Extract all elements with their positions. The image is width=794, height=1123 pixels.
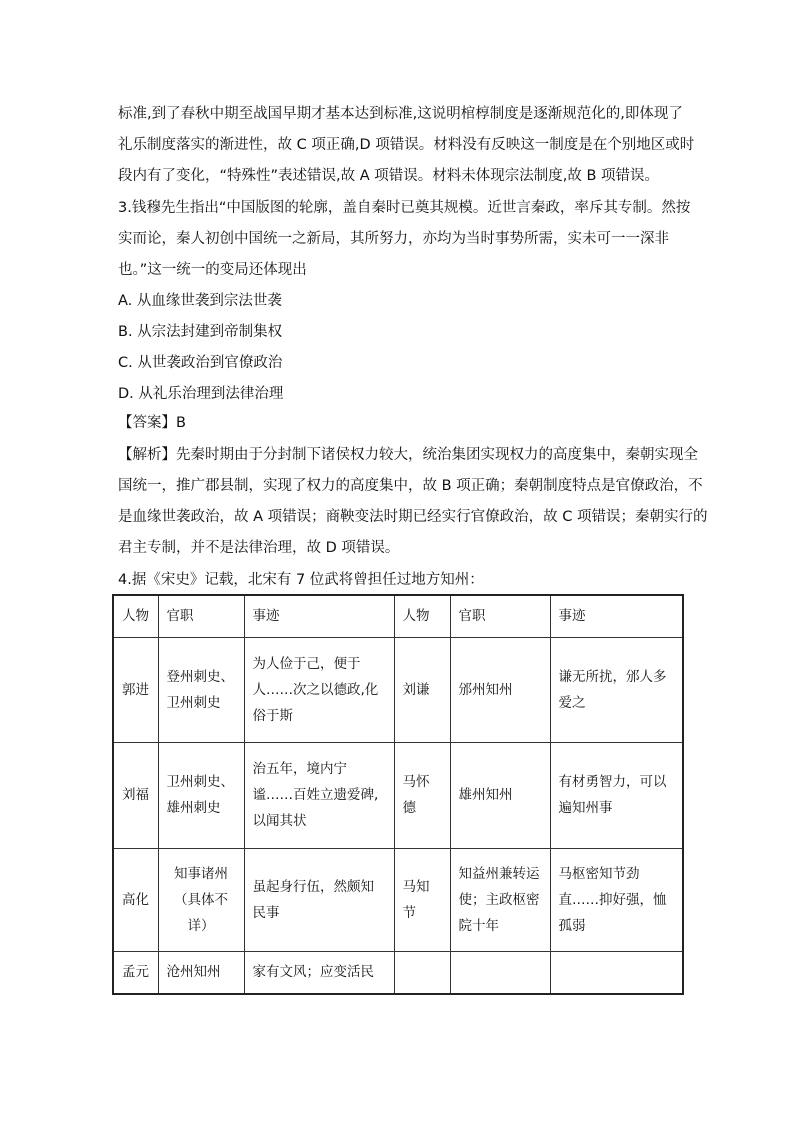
explanation-line: 君主专制，并不是法律治理，故 D 项错误。	[118, 540, 400, 556]
table-cell: 谦无所扰，邠人多爱之	[550, 637, 683, 742]
table-header-row	[113, 595, 683, 637]
answer: 【答案】B	[118, 415, 186, 431]
table-cell: 登州刺史、卫州刺史	[158, 637, 244, 742]
explanation-line: 【解析】先秦时期由于分封制下诸侯权力较大，统治集团实现权力的高度集中，秦朝实现全	[118, 447, 698, 463]
explanation-line: 是血缘世袭政治，故 A 项错误；商鞅变法时期已经实行官僚政治，故 C 项错误；秦朝实行的	[118, 509, 708, 525]
table-cell: 沧州知州	[158, 951, 244, 994]
header-cell: 事迹	[550, 595, 683, 637]
table-cell: 刘福	[113, 742, 158, 848]
question-3-stem: 3.钱穆先生指出“中国版图的轮廓，盖自秦时已奠其规模。近世言秦政，率斥其专制。然按	[118, 200, 691, 216]
table-cell: 马枢密知节劲直……抑好强，恤孤弱	[550, 848, 683, 951]
table-cell: 雄州知州	[450, 742, 550, 848]
table-cell	[450, 951, 550, 994]
header-cell: 事迹	[244, 595, 394, 637]
table-cell: 马知节	[394, 848, 450, 951]
question-3-stem: 实而论，秦人初创中国统一之新局，其所努力，亦均为当时事势所需，实未可一一深非	[118, 231, 669, 247]
table-cell: 知益州兼转运使；主政枢密院十年	[450, 848, 550, 951]
paragraph-line: 标准,到了春秋中期至战国早期才基本达到标准,这说明棺椁制度是逐渐规范化的,即体现了	[118, 106, 683, 122]
table-cell: 家有文风；应变活民	[244, 951, 394, 994]
question-3-stem: 也。”这一统一的变局还体现出	[118, 262, 307, 278]
paragraph-line: 礼乐制度落实的渐进性，故 C 项正确,D 项错误。材料没有反映这一制度是在个别地区或时	[118, 137, 695, 153]
table-cell: 郭进	[113, 637, 158, 742]
table-row	[113, 637, 683, 742]
header-cell: 人物	[113, 595, 158, 637]
option-a: A. 从血缘世袭到宗法世袭	[118, 293, 282, 309]
table-cell	[550, 951, 683, 994]
table-row	[113, 742, 683, 848]
explanation-line: 国统一，推广郡县制，实现了权力的高度集中，故 B 项正确；秦朝制度特点是官僚政治，不	[118, 478, 703, 494]
header-cell: 人物	[394, 595, 450, 637]
table-cell: 邠州知州	[450, 637, 550, 742]
table-cell: 治五年，境内宁谧……百姓立遗爱碑,以闻其状	[244, 742, 394, 848]
table-cell: 马怀德	[394, 742, 450, 848]
generals-table	[112, 594, 684, 995]
option-b: B. 从宗法封建到帝制集权	[118, 324, 283, 340]
table-cell: 刘谦	[394, 637, 450, 742]
table-row	[113, 848, 683, 951]
header-cell: 官职	[450, 595, 550, 637]
table-cell: 有材勇智力，可以遍知州事	[550, 742, 683, 848]
question-4-stem: 4.据《宋史》记载，北宋有 7 位武将曾担任过地方知州：	[118, 572, 484, 588]
paragraph-line: 段内有了变化，“特殊性”表述错误,故 A 项错误。材料未体现宗法制度,故 B 项错误。	[118, 168, 660, 184]
table-cell: 为人俭于己，便于人……次之以德政,化俗于斯	[244, 637, 394, 742]
option-d: D. 从礼乐治理到法律治理	[118, 386, 284, 402]
table-cell: 孟元	[113, 951, 158, 994]
table-row	[113, 951, 683, 994]
table-cell: 卫州刺史、雄州刺史	[158, 742, 244, 848]
table-cell: 虽起身行伍，然颇知民事	[244, 848, 394, 951]
table-cell: 高化	[113, 848, 158, 951]
header-cell: 官职	[158, 595, 244, 637]
option-c: C. 从世袭政治到官僚政治	[118, 355, 283, 371]
table-cell	[394, 951, 450, 994]
table-cell: 知事诸州（具体不详）	[158, 848, 244, 951]
